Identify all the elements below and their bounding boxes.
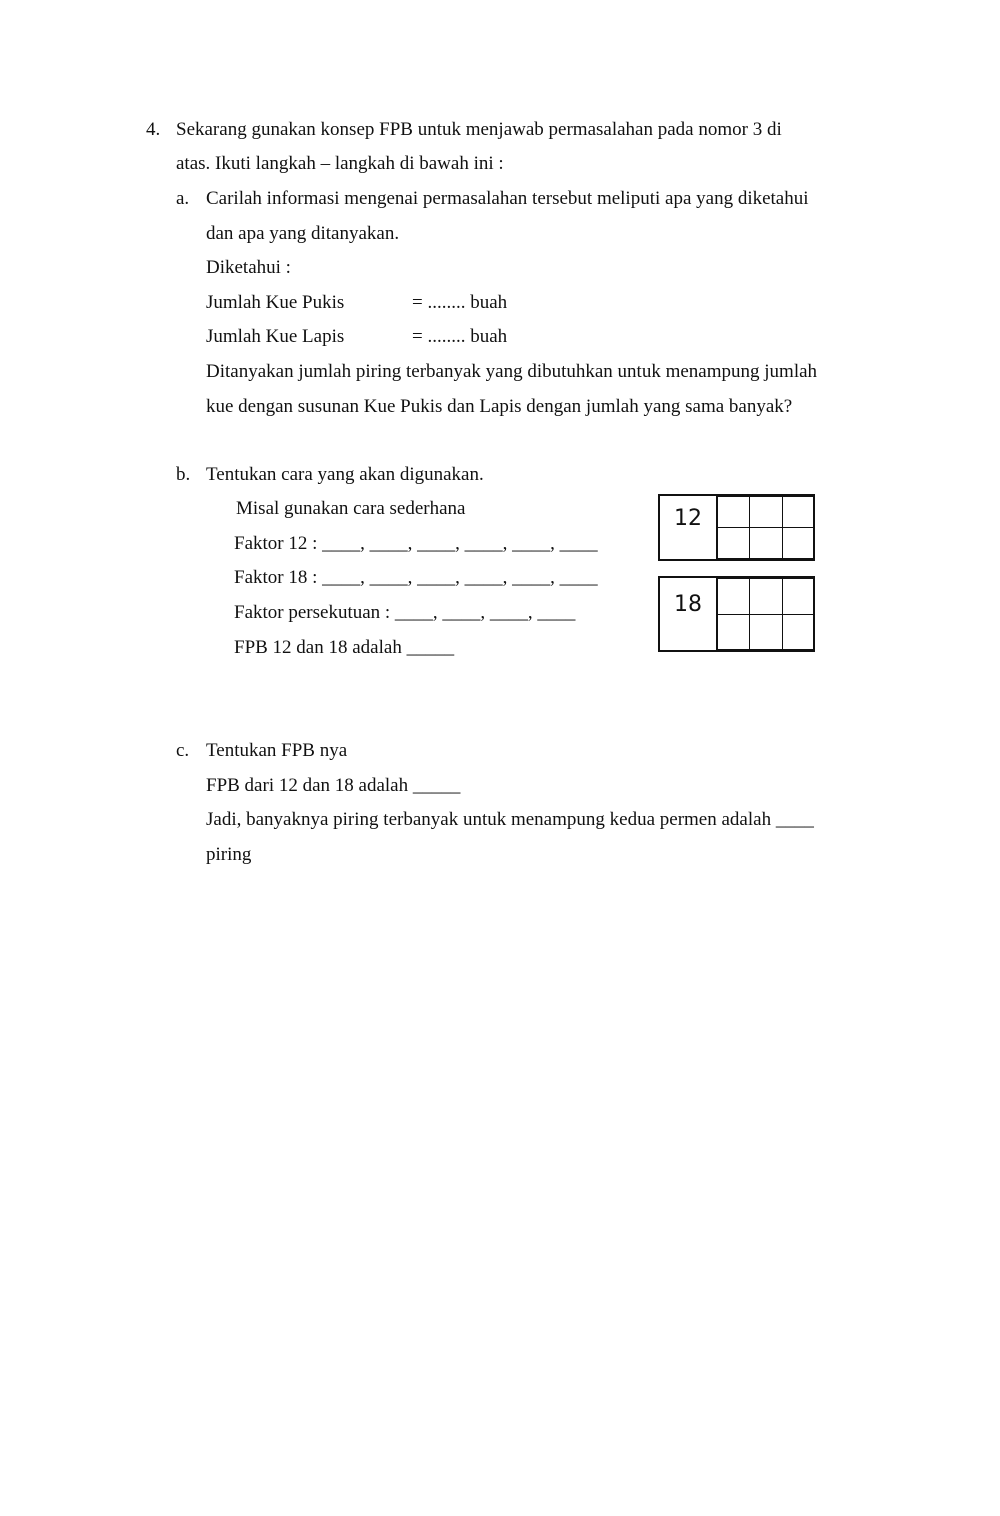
grid-12-cell[interactable] [782,496,815,528]
grid-12-cell[interactable] [782,527,815,559]
part-c-marker: c. [176,740,190,761]
known-label: Diketahui : [206,257,291,278]
common-factor-line: Faktor persekutuan : ____, ____, ____, ____ [234,602,576,623]
simple-method-line: Misal gunakan cara sederhana [236,498,466,519]
question-text-line-2: atas. Ikuti langkah – langkah di bawah ini : [176,153,504,174]
grid-12-label: 12 [674,506,702,531]
lapis-label: Jumlah Kue Lapis [206,326,345,347]
lapis-value: = ........ buah [412,326,508,347]
grid-12-cell[interactable] [749,527,783,559]
conclusion-line-2: piring [206,844,252,865]
part-a-text-line-1: Carilah informasi mengenai permasalahan tersebut meliputi apa yang diketahui [206,188,809,209]
grid-18-cell[interactable] [717,614,750,650]
part-a-marker: a. [176,188,190,209]
part-c-title: Tentukan FPB nya [206,740,348,761]
question-text-line-1: Sekarang gunakan konsep FPB untuk menjawab permasalahan pada nomor 3 di [176,119,782,140]
grid-18-label: 18 [674,592,702,617]
grid-12-cell[interactable] [717,496,750,528]
pukis-value: = ........ buah [412,292,508,313]
grid-18-cell[interactable] [782,578,815,615]
factor-grid-12 [658,494,815,561]
fpb-answer-line: FPB dari 12 dan 18 adalah _____ [206,775,461,796]
asked-text-line-1: Ditanyakan jumlah piring terbanyak yang dibutuhkan untuk menampung jumlah [206,361,818,382]
factor-grid-18 [658,576,815,652]
factor-12-line: Faktor 12 : ____, ____, ____, ____, ____, ____ [234,533,598,554]
part-a-text-line-2: dan apa yang ditanyakan. [206,223,400,244]
part-b-marker: b. [176,464,191,485]
asked-text-line-2: kue dengan susunan Kue Pukis dan Lapis dengan jumlah yang sama banyak? [206,396,793,417]
grid-18-cell[interactable] [717,578,750,615]
factor-18-line: Faktor 18 : ____, ____, ____, ____, ____, ____ [234,567,598,588]
conclusion-line-1: Jadi, banyaknya piring terbanyak untuk menampung kedua permen adalah ____ [206,809,814,830]
grid-12-cell[interactable] [717,527,750,559]
fpb-line: FPB 12 dan 18 adalah _____ [234,637,455,658]
part-b-title: Tentukan cara yang akan digunakan. [206,464,484,485]
question-number: 4. [146,119,161,140]
grid-18-cell[interactable] [782,614,815,650]
grid-18-cell[interactable] [749,614,783,650]
grid-12-cell[interactable] [749,496,783,528]
pukis-label: Jumlah Kue Pukis [206,292,345,313]
grid-18-cell[interactable] [749,578,783,615]
